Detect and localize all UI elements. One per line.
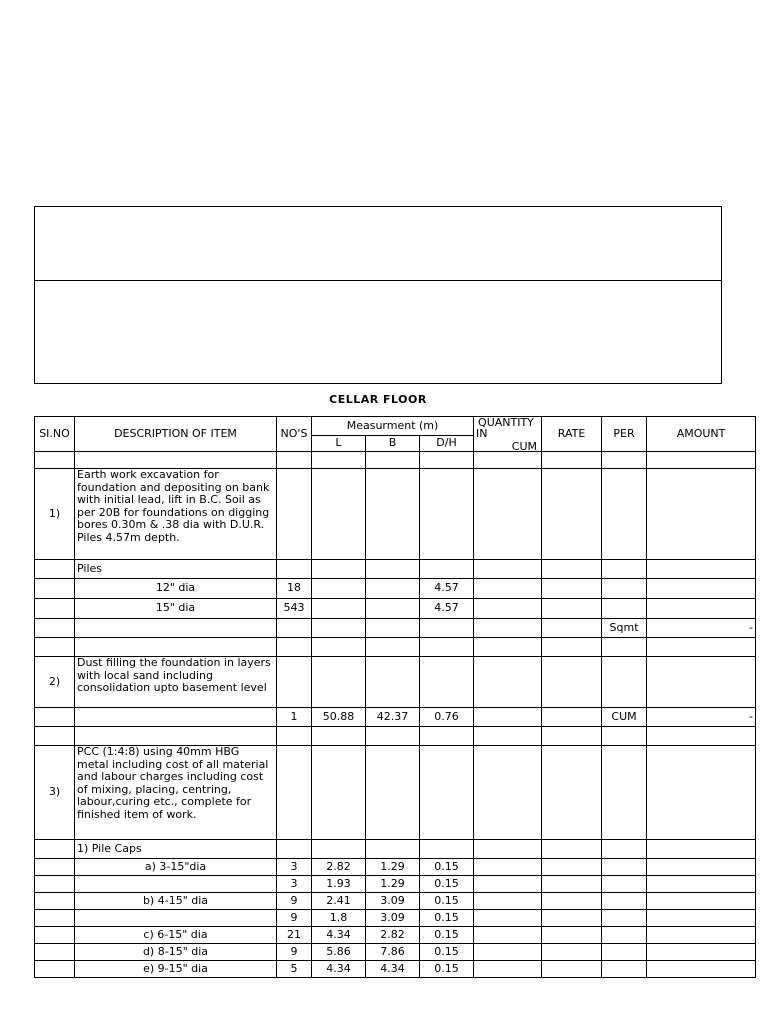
header-per: PER xyxy=(602,417,647,452)
row-dh: 0.15 xyxy=(420,927,474,944)
item-3-slno: 3) xyxy=(35,746,75,840)
table-row xyxy=(35,859,756,876)
item-2-row xyxy=(35,657,756,708)
row-dh: 0.15 xyxy=(420,893,474,910)
row-desc xyxy=(75,910,277,927)
table-row xyxy=(35,727,756,746)
row-nos: 21 xyxy=(277,927,312,944)
row-l: 4.34 xyxy=(312,961,366,978)
row-l: 1.8 xyxy=(312,910,366,927)
row-l xyxy=(312,579,366,599)
row-b: 1.29 xyxy=(366,876,420,893)
row-dh: 0.15 xyxy=(420,876,474,893)
row-desc: c) 6-15" dia xyxy=(75,927,277,944)
row-dh: 0.15 xyxy=(420,910,474,927)
item-3-description-text: PCC (1:4:8) using 40mm HBG metal including cost of all material and labour charges including cost of mixing, placing, centring, labour,curing etc., complete for finished item of work. xyxy=(77,746,269,821)
item-2-dh: 0.76 xyxy=(420,708,474,727)
row-b xyxy=(366,579,420,599)
row-dh: 4.57 xyxy=(420,599,474,619)
header-b: B xyxy=(366,435,420,451)
row-b: 3.09 xyxy=(366,910,420,927)
row-nos: 3 xyxy=(277,859,312,876)
item-2-nos: 1 xyxy=(277,708,312,727)
header-measurement: Measurment (m) xyxy=(312,417,474,436)
row-nos: 18 xyxy=(277,579,312,599)
header-row-1 xyxy=(35,417,756,436)
item-2-description xyxy=(75,657,277,708)
row-dh: 0.15 xyxy=(420,961,474,978)
row-nos: 543 xyxy=(277,599,312,619)
row-dh: 0.15 xyxy=(420,859,474,876)
item-1-row xyxy=(35,469,756,560)
header-quantity-line2: IN xyxy=(476,427,488,440)
item-1-total-row xyxy=(35,619,756,638)
row-b: 7.86 xyxy=(366,944,420,961)
row-dh: 0.15 xyxy=(420,944,474,961)
item-1-description xyxy=(75,469,277,560)
item-2-measure-row xyxy=(35,708,756,727)
row-desc: 12" dia xyxy=(75,579,277,599)
item-3-sublabel: 1) Pile Caps xyxy=(75,840,277,859)
header-quantity xyxy=(474,417,542,452)
row-desc: e) 9-15" dia xyxy=(75,961,277,978)
item-1-per: Sqmt xyxy=(602,619,647,638)
item-1-description-text: Earth work excavation for foundation and depositing on bank with initial lead, lift in B.C. Soil as per 20B for foundations on digging bores 0.30m & .38 dia with D.U.R. Piles 4.57m depth. xyxy=(77,469,270,544)
header-l: L xyxy=(312,435,366,451)
row-l: 5.86 xyxy=(312,944,366,961)
row-nos: 9 xyxy=(277,944,312,961)
row-desc: b) 4-15" dia xyxy=(75,893,277,910)
item-2-amount: - xyxy=(647,708,756,727)
section-title: CELLAR FLOOR xyxy=(329,393,427,406)
row-b xyxy=(366,599,420,619)
table-row xyxy=(35,638,756,657)
row-dh: 4.57 xyxy=(420,579,474,599)
row-b: 1.29 xyxy=(366,859,420,876)
header-quantity-line3: CUM xyxy=(511,440,538,452)
item-2-description-text: Dust filling the foundation in layers with local sand including consolidation upto basement level xyxy=(77,657,271,694)
header-rate: RATE xyxy=(542,417,602,452)
row-nos: 9 xyxy=(277,893,312,910)
item-1-sublabel-row xyxy=(35,560,756,579)
table-row xyxy=(35,599,756,619)
row-nos: 5 xyxy=(277,961,312,978)
boq-table xyxy=(34,416,756,978)
table-row xyxy=(35,927,756,944)
row-b: 2.82 xyxy=(366,927,420,944)
item-2-l: 50.88 xyxy=(312,708,366,727)
table-row xyxy=(35,876,756,893)
row-l: 1.93 xyxy=(312,876,366,893)
header-box xyxy=(34,206,722,384)
header-quantity-line1: QUANTITY xyxy=(478,416,534,429)
header-nos: NO'S xyxy=(277,417,312,452)
table-row xyxy=(35,961,756,978)
row-nos: 9 xyxy=(277,910,312,927)
row-desc: d) 8-15" dia xyxy=(75,944,277,961)
table-row xyxy=(35,452,756,469)
header-dh: D/H xyxy=(420,435,474,451)
item-2-per: CUM xyxy=(602,708,647,727)
table-row xyxy=(35,944,756,961)
header-divider xyxy=(35,280,721,281)
item-2-slno: 2) xyxy=(35,657,75,708)
row-l: 2.82 xyxy=(312,859,366,876)
item-3-description xyxy=(75,746,277,840)
table-row xyxy=(35,893,756,910)
row-b: 3.09 xyxy=(366,893,420,910)
row-l: 4.34 xyxy=(312,927,366,944)
row-desc: 15" dia xyxy=(75,599,277,619)
header-description: DESCRIPTION OF ITEM xyxy=(75,417,277,452)
item-2-b: 42.37 xyxy=(366,708,420,727)
item-1-amount: - xyxy=(647,619,756,638)
row-b: 4.34 xyxy=(366,961,420,978)
table-row xyxy=(35,579,756,599)
item-3-row xyxy=(35,746,756,840)
header-amount: AMOUNT xyxy=(647,417,756,452)
row-l: 2.41 xyxy=(312,893,366,910)
row-desc xyxy=(75,876,277,893)
table-row xyxy=(35,910,756,927)
item-1-slno: 1) xyxy=(35,469,75,560)
item-1-sublabel: Piles xyxy=(75,560,277,579)
item-3-sublabel-row xyxy=(35,840,756,859)
header-slno: SI.NO xyxy=(35,417,75,452)
row-l xyxy=(312,599,366,619)
row-desc: a) 3-15"dia xyxy=(75,859,277,876)
row-nos: 3 xyxy=(277,876,312,893)
